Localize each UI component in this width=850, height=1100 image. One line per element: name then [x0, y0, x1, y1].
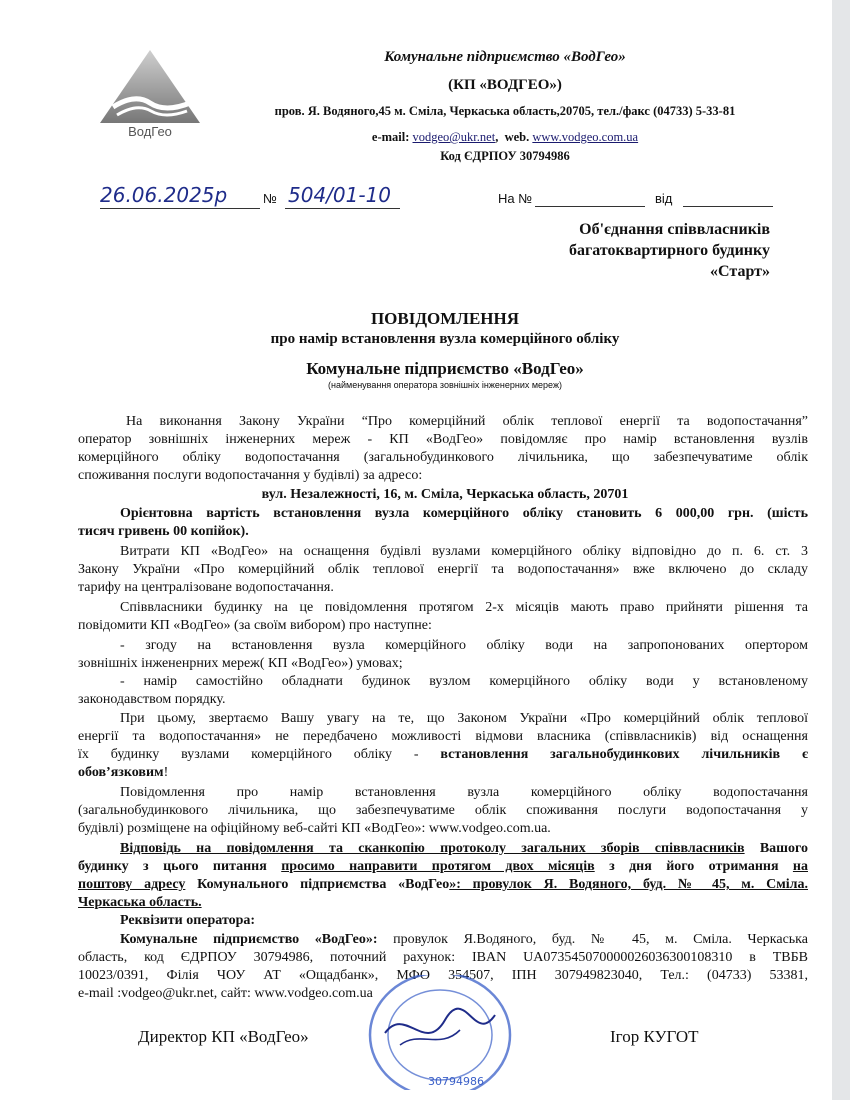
ref-from-label: від	[655, 191, 673, 206]
p3-line: Закону України «Про комерційний облік теплової енергії та водопостачання» вже включено до складу	[78, 562, 808, 577]
cost-line: тисяч гривень 00 копійок).	[78, 524, 249, 539]
operator-note: (найменування оператора зовнішніх інженерних мереж)	[328, 380, 562, 390]
body-paragraph-4	[78, 599, 808, 635]
option-1-line: зовнішніх інжененрних мереж( КП «ВодГео») умовах;	[78, 656, 403, 671]
p5-line	[78, 746, 808, 764]
reply-part: з дня його отримання	[594, 859, 793, 874]
requisites-title: Реквізити оператора:	[120, 913, 256, 928]
object-address: вул. Незалежності, 16, м. Сміла, Черкаська область, 20701	[261, 487, 629, 502]
official-stamp	[365, 975, 515, 1090]
p4-line: Співвласники будинку на це повідомлення протягом 2-х місяців мають право прийняти рішення та	[120, 600, 808, 615]
p6-line: будівлі) розміщене на офіційному веб-сайті КП «ВодГео»: www.vodgeo.com.ua.	[78, 821, 551, 836]
reply-part: »: провулок Я. Водяного, буд. № 45, м. Сміла.	[449, 877, 809, 892]
p5-line: енергії та водопостачання» не передбачено можливості відмови власника (співвласників) від оснащення	[78, 729, 808, 744]
reply-part: на	[792, 859, 808, 874]
body-paragraph-1	[78, 413, 808, 485]
p1-line: оператор зовнішніх інженерних мереж - КП «ВодГео» повідомляє про намір встановлення вузлів	[78, 432, 808, 447]
p5-text: !	[163, 765, 169, 780]
document-subtitle: про намір встановлення вузла комерційного обліку	[270, 331, 620, 347]
option-2-line: законодавством порядку.	[78, 692, 226, 707]
org-edrpou: Код ЄДРПОУ 30794986	[440, 149, 570, 163]
req-line	[78, 931, 808, 949]
cost-paragraph	[78, 505, 808, 541]
reply-line	[78, 876, 808, 894]
option-1-line: - згоду на встановлення вузла комерційного обліку води на запропонованих опертором	[120, 638, 808, 653]
number-label: №	[263, 191, 277, 206]
stamp-code: 30794986	[428, 1075, 484, 1088]
number-underline	[285, 208, 400, 209]
reply-part: поштову адресу	[78, 877, 186, 892]
cost-line: Орієнтовна вартість встановлення вузла комерційного обліку становить 6 000,00 грн. (шість	[120, 506, 808, 521]
signatory-name: Ігор КУГОТ	[610, 1027, 699, 1046]
option-1	[78, 637, 808, 673]
reply-line	[78, 858, 808, 876]
document-title: ПОВІДОМЛЕННЯ	[370, 309, 520, 328]
org-name: Комунальне підприємство «ВодГео»	[384, 49, 626, 65]
reply-line	[78, 840, 808, 858]
email-label: e-mail:	[371, 130, 410, 144]
p6-line: (загальнобудинкового лічильника, що забезпечуватиме облік споживання послуги водопостачання у	[78, 803, 808, 818]
signatory-position: Директор КП «ВодГео»	[138, 1027, 309, 1046]
reply-paragraph	[78, 840, 808, 912]
handwritten-number: 504/01-10	[288, 183, 392, 207]
org-address: пров. Я. Водяного,45 м. Сміла, Черкаська область,20705, тел./факс (04733) 5-33-81	[274, 104, 736, 118]
handwritten-date: 26.06.2025р	[100, 183, 228, 207]
req-line: e-mail :vodgeo@ukr.net, сайт: www.vodgeo.com.ua	[78, 986, 373, 1001]
body-paragraph-5	[78, 710, 808, 782]
recipient-line-1: Об'єднання співвласників	[579, 221, 770, 238]
p3-line: тарифу на централізоване водопостачання.	[78, 580, 334, 595]
date-underline	[100, 208, 260, 209]
scan-edge	[832, 0, 850, 1100]
reply-part: Вашого	[744, 841, 808, 856]
ref-date-line	[683, 206, 773, 207]
p5-text: їх будинку вузлами комерційного обліку -	[78, 747, 419, 762]
req-line: область, код ЄДРПОУ 30794986, поточний рахунок: IBAN UA073545070000026036300108310 в ТВБВ	[78, 950, 808, 965]
req-org: Комунальне підприємство «ВодГео»:	[120, 932, 378, 947]
logo-text: ВодГео	[128, 124, 172, 139]
p4-line: повідомити КП «ВодГео» (за своїм вибором) про наступне:	[78, 618, 432, 633]
operator-name: Комунальне підприємство «ВодГео»	[306, 359, 584, 378]
reply-part: Черкаська область.	[78, 895, 202, 910]
p5-emphasis: обов’язковим	[78, 765, 164, 780]
reply-line	[78, 894, 808, 912]
p1-line: На виконання Закону України “Про комерційний облік теплової енергії та водопостачання”	[126, 414, 808, 429]
recipient-line-3: «Старт»	[710, 263, 770, 280]
option-2-line: - намір самостійно обладнати будинок вузлом комерційного обліку води у встановленому	[120, 674, 808, 689]
org-contacts: e-mail: vodgeo@ukr.net, web. www.vodgeo.com.ua	[371, 130, 639, 144]
ref-label: На №	[498, 191, 533, 206]
reply-part: Відповідь на повідомлення та сканкопію протоколу загальних зборів співвласників	[120, 841, 745, 856]
org-short-name: (КП «ВОДГЕО»)	[448, 77, 562, 93]
p3-line: Витрати КП «ВодГео» на оснащення будівлі вузлами комерційного обліку відповідно до п. 6. ст. 3	[120, 544, 808, 559]
p5-line	[78, 764, 808, 782]
email-link[interactable]: vodgeo@ukr.net	[412, 130, 496, 144]
web-label: web.	[504, 130, 530, 144]
p5-line: При цьому, звертаємо Вашу увагу на те, що Законом України «Про комерційний облік теплової	[120, 711, 808, 726]
ref-number-line	[535, 206, 645, 207]
p6-line: Повідомлення про намір встановлення вузла комерційного обліку водопостачання	[120, 785, 808, 800]
p5-emphasis: встановлення загальнобудинкових лічильників є	[440, 747, 808, 762]
reply-part: Комунального підприємства «ВодГео	[185, 877, 450, 892]
reply-part: просимо направити протягом двох місяців	[281, 859, 595, 874]
web-link[interactable]: www.vodgeo.com.ua	[532, 130, 639, 144]
option-2	[78, 673, 808, 709]
req-line: 10023/0391, Філія ЧОУ АТ «Ощадбанк», МФО 354507, ІПН 307949823040, Тел.: (04733) 53381,	[78, 968, 808, 983]
p1-line: споживання послуги водопостачання у будівлі) за адресо:	[78, 468, 423, 483]
p1-line: комерційного обліку водопостачання (загальнобудинкового лічильника, що забезпечуватиме облік	[78, 450, 808, 465]
body-paragraph-6	[78, 784, 808, 838]
body-paragraph-3	[78, 543, 808, 597]
recipient-line-2: багатоквартирного будинку	[568, 242, 770, 259]
req-text: провулок Я.Водяного, буд. № 45, м. Сміла. Черкаська	[377, 932, 808, 947]
reply-part: будинку з цього питання	[78, 859, 282, 874]
